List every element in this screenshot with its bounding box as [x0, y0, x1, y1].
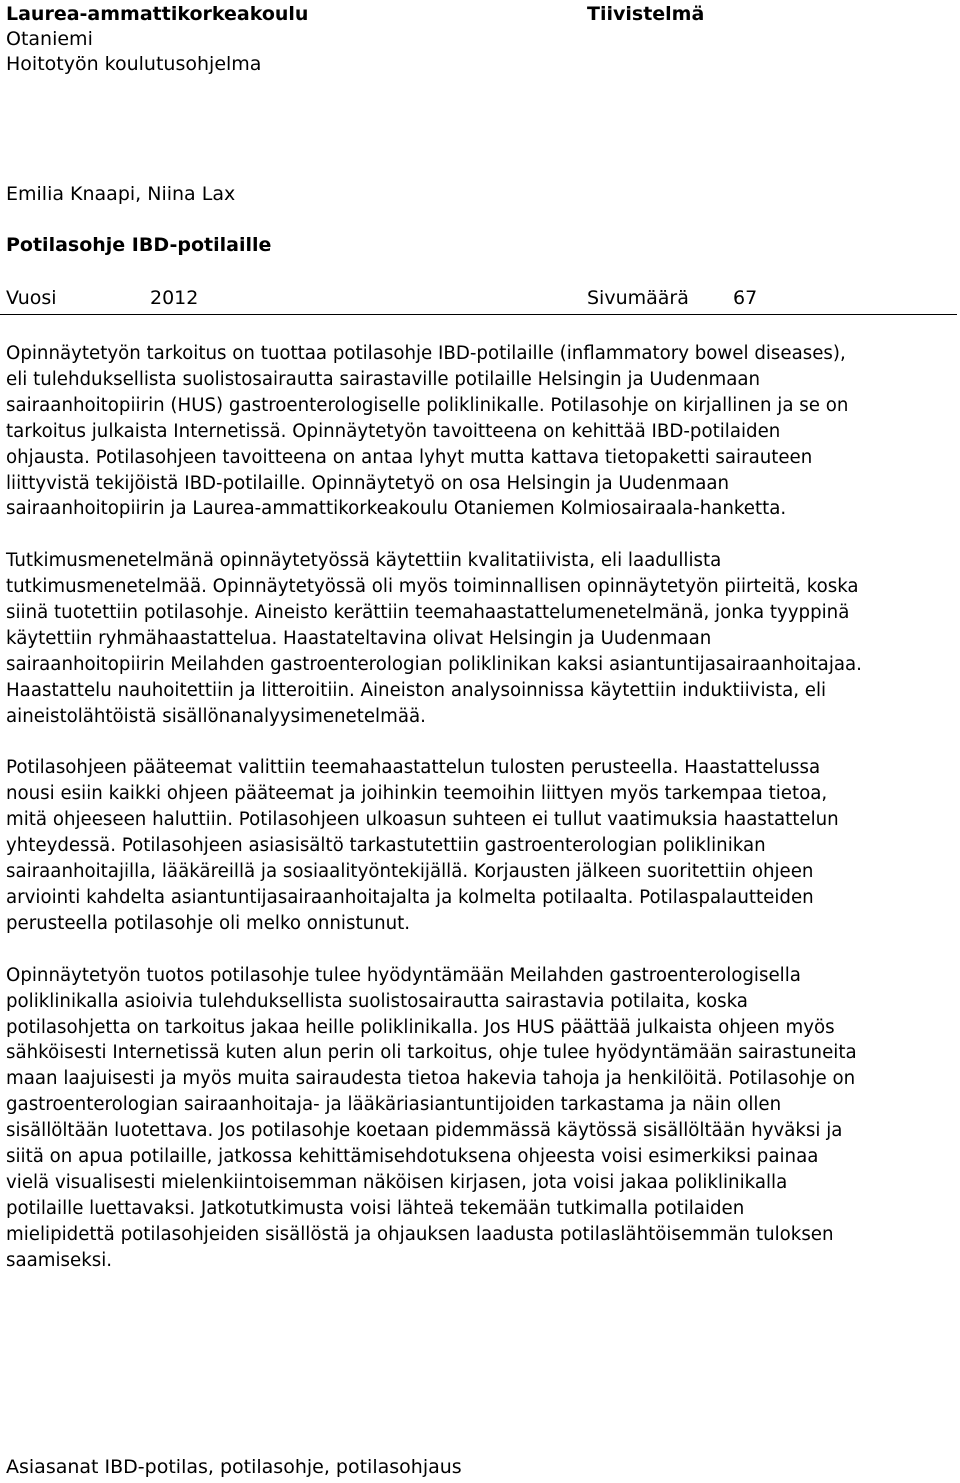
paragraph-line: käytettiin ryhmähaastattelua. Haastateltavina olivat Helsingin ja Uudenmaan	[6, 627, 712, 649]
paragraph-line: gastroenterologian sairaanhoitaja- ja lääkäriasiantuntijoiden tarkastama ja näin ollen	[6, 1094, 782, 1116]
paragraph-line: saamiseksi.	[6, 1249, 113, 1271]
paragraph-line: poliklinikalla asioivia tulehduksellista suolistosairautta sairastavia potilaita, koska	[6, 990, 748, 1012]
paragraph-line: siinä tuotettiin potilasohje. Aineisto kerättiin teemahaastattelumenetelmänä, jonka tyyppinä	[6, 602, 850, 624]
document-type: Tiivistelmä	[587, 3, 705, 25]
paragraph-line: tutkimusmenetelmää. Opinnäytetyössä oli myös toiminnallisen opinnäytetyön piirteitä, koska	[6, 576, 859, 598]
paragraph-line: nousi esiin kaikki ohjeen pääteemat ja joihinkin teemoihin liittyen myös tarkempaa tietoa,	[6, 783, 828, 805]
paragraph-line: Opinnäytetyön tuotos potilasohje tulee hyödyntämään Meilahden gastroenterologisella	[6, 964, 801, 986]
abstract-paragraph	[6, 548, 954, 729]
year-value: 2012	[150, 287, 199, 309]
paragraph-line: liittyvistä tekijöistä IBD-potilaille. Opinnäytetyö on osa Helsingin ja Uudenmaan	[6, 472, 730, 494]
paragraph-line: eli tulehduksellista suolistosairautta sairastaville potilaille Helsingin ja Uudenmaan	[6, 368, 761, 390]
paragraph-line: sairaanhoitajilla, lääkäreillä ja sosiaalityöntekijällä. Korjausten jälkeen suoritettiin ohjeen	[6, 861, 814, 883]
paragraph-line: potilaille luettavaksi. Jatkotutkimusta voisi lähteä tekemään tutkimalla potilaiden	[6, 1197, 745, 1219]
campus-name: Otaniemi	[6, 28, 93, 50]
paragraph-line: siitä on apua potilaille, jatkossa kehittämisehdotuksena ohjeesta voisi esimerkiksi painaa	[6, 1146, 819, 1168]
paragraph-line: mitä ohjeeseen haluttiin. Potilasohjeen ulkoasun suhteen ei tullut vaatimuksia haastattelun	[6, 809, 839, 831]
paragraph-line: sisällöltään luotettava. Jos potilasohje koetaan pidemmässä käytössä sisällöltään hyväksi ja	[6, 1120, 843, 1142]
paragraph-line: mielipidettä potilasohjeiden sisällöstä ja ohjauksen laadusta potilaslähtöisemmän tuloksen	[6, 1223, 834, 1245]
pages-label: Sivumäärä	[587, 287, 689, 309]
keywords: Asiasanat IBD-potilas, potilasohje, potilasohjaus	[6, 1456, 462, 1478]
meta-row	[0, 286, 957, 315]
paragraph-line: sairaanhoitopiirin ja Laurea-ammattikorkeakoulu Otaniemen Kolmiosairaala-hanketta.	[6, 498, 787, 520]
header-left	[6, 2, 308, 77]
paragraph-line: ohjausta. Potilasohjeen tavoitteena on antaa lyhyt mutta kattava tietopaketti sairauteen	[6, 446, 813, 468]
year-label: Vuosi	[6, 287, 57, 309]
paragraph-line: perusteella potilasohje oli melko onnistunut.	[6, 912, 411, 934]
paragraph-line: potilasohjetta on tarkoitus jakaa heille poliklinikalla. Jos HUS päättää julkaista ohjeen myös	[6, 1016, 835, 1038]
paragraph-line: Tutkimusmenetelmänä opinnäytetyössä käytettiin kvalitatiivista, eli laadullista	[6, 550, 722, 572]
authors: Emilia Knaapi, Niina Lax	[6, 183, 236, 205]
paragraph-line: maan laajuisesti ja myös muita sairaudesta tietoa hakevia tahoja ja henkilöitä. Potilasohje on	[6, 1068, 856, 1090]
paragraph-line: yhteydessä. Potilasohjeen asiasisältö tarkastutettiin gastroenterologian poliklinikan	[6, 835, 766, 857]
paragraph-line: sairaanhoitopiirin (HUS) gastroenterologiselle poliklinikalle. Potilasohje on kirjallinen ja se on	[6, 394, 849, 416]
institution-name: Laurea-ammattikorkeakoulu	[6, 3, 309, 25]
programme-name: Hoitotyön koulutusohjelma	[6, 53, 262, 75]
thesis-title: Potilasohje IBD-potilaille	[6, 234, 272, 256]
paragraph-line: vielä visualisesti mielenkiintoisemman näköisen kirjasen, jota voisi jakaa poliklinikalla	[6, 1171, 788, 1193]
paragraph-line: tarkoitus julkaista Internetissä. Opinnäytetyön tavoitteena on kehittää IBD-potilaiden	[6, 420, 781, 442]
paragraph-line: Haastattelu nauhoitettiin ja litteroitiin. Aineiston analysoinnissa käytettiin induktiivista, eli	[6, 679, 827, 701]
paragraph-line: sairaanhoitopiirin Meilahden gastroenterologian poliklinikan kaksi asiantuntijasairaanhoitajaa.	[6, 653, 862, 675]
abstract-paragraph	[6, 755, 954, 936]
abstract-paragraph	[6, 963, 954, 1274]
paragraph-line: Potilasohjeen pääteemat valittiin teemahaastattelun tulosten perusteella. Haastattelussa	[6, 757, 821, 779]
abstract-paragraph	[6, 341, 954, 522]
paragraph-line: Opinnäytetyön tarkoitus on tuottaa potilasohje IBD-potilaille (inflammatory bowel diseases),	[6, 343, 846, 364]
paragraph-line: sähköisesti Internetissä kuten alun perin oli tarkoitus, ohje tulee hyödyntämään sairastuneita	[6, 1042, 857, 1064]
abstract-body	[6, 341, 954, 1299]
paragraph-line: aineistolähtöistä sisällönanalyysimenetelmää.	[6, 705, 426, 727]
pages-value: 67	[733, 287, 758, 309]
paragraph-line: arviointi kahdelta asiantuntijasairaanhoitajalta ja kolmelta potilaalta. Potilaspalautteiden	[6, 887, 814, 908]
